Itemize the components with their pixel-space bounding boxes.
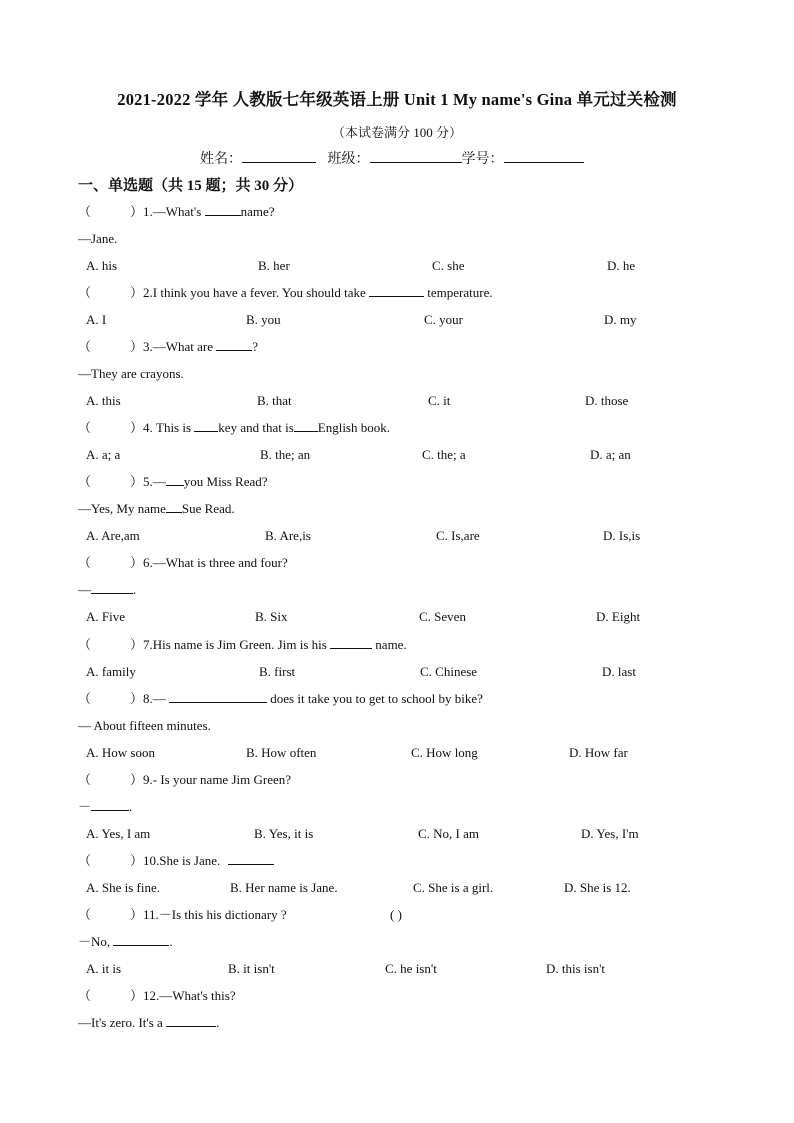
- answer-paren: ( ): [390, 907, 402, 922]
- reply-text: －No,: [78, 934, 114, 949]
- answer-blank[interactable]: [194, 420, 218, 432]
- option-c[interactable]: C. She is a girl.: [413, 880, 494, 895]
- question-text: （ ）8.—: [78, 691, 170, 706]
- question-8: [78, 690, 483, 708]
- question-12-reply: [78, 1014, 219, 1032]
- reply-text: —It's zero. It's a: [78, 1015, 167, 1030]
- answer-blank[interactable]: [216, 339, 252, 351]
- option-a[interactable]: A. his: [86, 258, 118, 273]
- reply-text: .: [216, 1015, 220, 1030]
- answer-blank[interactable]: [91, 799, 129, 811]
- option-c[interactable]: C. he isn't: [385, 961, 437, 976]
- option-b[interactable]: B. the; an: [260, 447, 311, 462]
- option-c[interactable]: C. Chinese: [420, 664, 478, 679]
- option-a[interactable]: A. this: [86, 393, 121, 408]
- answer-blank[interactable]: [330, 637, 372, 649]
- question-5-reply: [78, 500, 235, 518]
- question-1: [78, 203, 274, 221]
- option-b[interactable]: B. that: [257, 393, 292, 408]
- option-d[interactable]: D. How far: [569, 745, 628, 760]
- option-d[interactable]: D. he: [607, 258, 636, 273]
- id-label: 学号：: [461, 152, 504, 167]
- option-d[interactable]: D. this isn't: [546, 961, 606, 976]
- question-text: name?: [240, 204, 275, 219]
- question-text: （ ）1.—What's: [78, 204, 205, 219]
- question-text: （ ）3.—What are: [78, 339, 217, 354]
- question-text: （ ）7.His name is Jim Green. Jim is his: [78, 637, 331, 652]
- answer-blank[interactable]: [294, 420, 318, 432]
- question-text: ?: [252, 339, 259, 354]
- question-11-reply: [78, 933, 173, 951]
- option-b[interactable]: B. you: [246, 312, 281, 327]
- option-d[interactable]: D. She is 12.: [564, 880, 631, 895]
- question-3-reply: —They are crayons.: [78, 366, 184, 381]
- question-text: name.: [372, 637, 407, 652]
- question-text: does it take you to get to school by bike?: [267, 691, 483, 706]
- question-10: [78, 852, 274, 870]
- class-label: 班级：: [327, 152, 370, 167]
- reply-text: .: [129, 799, 133, 814]
- question-text: （ ）12.—What's this?: [78, 988, 236, 1003]
- answer-blank[interactable]: [166, 474, 184, 486]
- option-d[interactable]: D. Yes, I'm: [581, 826, 639, 841]
- student-info-row: [200, 148, 584, 168]
- option-a[interactable]: A. Yes, I am: [86, 826, 151, 841]
- option-a[interactable]: A. a; a: [86, 447, 121, 462]
- option-a[interactable]: A. How soon: [86, 745, 155, 760]
- question-12: [78, 987, 236, 1005]
- option-a[interactable]: A. Are,am: [86, 528, 140, 543]
- name-blank[interactable]: [242, 150, 316, 163]
- class-blank[interactable]: [370, 150, 462, 163]
- question-text: （ ）11.－Is this his dictionary ?: [78, 907, 287, 922]
- question-6: [78, 554, 288, 572]
- question-3: [78, 338, 258, 356]
- question-4: [78, 419, 390, 437]
- option-c[interactable]: C. How long: [411, 745, 478, 760]
- section-title: 一、单选题（共 15 题；共 30 分）: [78, 178, 304, 194]
- question-2: [78, 284, 493, 302]
- answer-blank[interactable]: [91, 582, 133, 594]
- option-c[interactable]: C. it: [428, 393, 451, 408]
- option-b[interactable]: B. first: [259, 664, 296, 679]
- option-d[interactable]: D. Is,is: [603, 528, 641, 543]
- reply-text: .: [169, 934, 173, 949]
- exam-subtitle: （本试卷满分 100 分）: [331, 125, 462, 140]
- option-a[interactable]: A. She is fine.: [86, 880, 161, 895]
- question-text: you Miss Read?: [183, 474, 268, 489]
- option-b[interactable]: B. Her name is Jane.: [230, 880, 338, 895]
- option-a[interactable]: A. family: [86, 664, 136, 679]
- question-text: （ ）9.- Is your name Jim Green?: [78, 772, 292, 787]
- option-b[interactable]: B. Six: [255, 609, 288, 624]
- option-a[interactable]: A. I: [86, 312, 107, 327]
- answer-blank[interactable]: [113, 934, 169, 946]
- option-a[interactable]: A. it is: [86, 961, 122, 976]
- option-b[interactable]: B. it isn't: [228, 961, 275, 976]
- question-6-reply: [78, 581, 136, 599]
- option-d[interactable]: D. a; an: [590, 447, 631, 462]
- answer-blank[interactable]: [228, 853, 274, 865]
- option-c[interactable]: C. she: [432, 258, 465, 273]
- option-c[interactable]: C. the; a: [422, 447, 466, 462]
- option-b[interactable]: B. Are,is: [265, 528, 311, 543]
- answer-blank[interactable]: [169, 691, 267, 703]
- name-label: 姓名：: [200, 152, 242, 167]
- question-text: （ ）5.—: [78, 474, 166, 489]
- answer-blank[interactable]: [166, 501, 182, 513]
- option-b[interactable]: B. How often: [246, 745, 317, 760]
- question-text: （ ）10.She is Jane.: [78, 853, 224, 868]
- question-text: key and that is: [218, 420, 294, 435]
- question-9: [78, 771, 291, 789]
- option-d[interactable]: D. last: [602, 664, 636, 679]
- question-text: English book.: [317, 420, 390, 435]
- question-text: （ ）4. This is: [78, 420, 195, 435]
- option-d[interactable]: D. Eight: [596, 609, 641, 624]
- option-c[interactable]: C. Seven: [419, 609, 466, 624]
- question-8-reply: — About fifteen minutes.: [78, 718, 211, 733]
- question-1-reply: —Jane.: [78, 231, 118, 246]
- question-5: [78, 473, 268, 491]
- reply-text: .: [133, 582, 137, 597]
- answer-blank[interactable]: [166, 1015, 216, 1027]
- option-c[interactable]: C. No, I am: [418, 826, 480, 841]
- option-a[interactable]: A. Five: [86, 609, 125, 624]
- question-text: （ ）2.I think you have a fever. You should take: [78, 285, 370, 300]
- option-b[interactable]: B. Yes, it is: [254, 826, 314, 841]
- option-c[interactable]: C. Is,are: [436, 528, 480, 543]
- exam-title: 2021-2022 学年 人教版七年级英语上册 Unit 1 My name's Gina 单元过关检测: [117, 90, 677, 109]
- reply-text: —Yes, My name: [78, 501, 166, 516]
- question-11: [78, 906, 287, 924]
- option-d[interactable]: D. those: [585, 393, 629, 408]
- answer-blank[interactable]: [369, 285, 424, 297]
- question-text: （ ）6.—What is three and four?: [78, 555, 288, 570]
- answer-blank[interactable]: [205, 204, 241, 216]
- question-text: temperature.: [424, 285, 493, 300]
- question-9-reply: [78, 798, 132, 816]
- option-d[interactable]: D. my: [604, 312, 637, 327]
- id-blank[interactable]: [504, 150, 584, 163]
- reply-text: —: [78, 582, 91, 597]
- reply-text: Sue Read.: [181, 501, 235, 516]
- option-c[interactable]: C. your: [424, 312, 463, 327]
- option-b[interactable]: B. her: [258, 258, 290, 273]
- question-7: [78, 636, 407, 654]
- reply-text: －: [78, 799, 92, 814]
